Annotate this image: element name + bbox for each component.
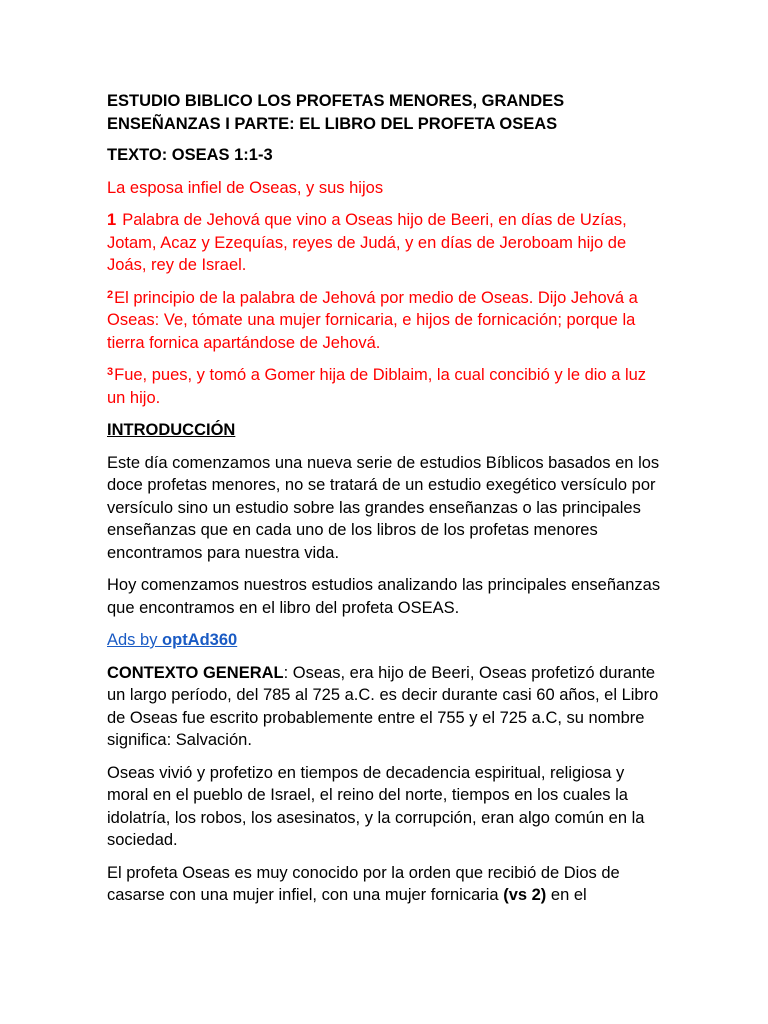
ads-link[interactable]	[107, 631, 237, 649]
intro-paragraph: Hoy comenzamos nuestros estudios analizando las principales enseñanzas que encontramos en el libro del profeta OSEAS.	[107, 576, 661, 617]
verse-3	[107, 364, 667, 409]
introduction-heading: INTRODUCCIÓN	[107, 421, 236, 439]
document-page	[107, 90, 667, 917]
verse-text: Fue, pues, y tomó a Gomer hija de Diblaim, la cual concibió y le dio a luz un hijo.	[107, 366, 647, 407]
verse-number: 1	[107, 211, 117, 229]
last-paragraph	[107, 862, 667, 907]
verse-number: 3	[107, 366, 114, 378]
last-paragraph-tail: en el	[546, 886, 587, 904]
context-label: CONTEXTO GENERAL	[107, 663, 284, 682]
ads-line	[107, 629, 667, 652]
passage-heading: La esposa infiel de Oseas, y sus hijos	[107, 178, 384, 197]
verse-text: El principio de la palabra de Jehová por medio de Oseas. Dijo Jehová a Oseas: Ve, tómate una mujer fornicaria, e hijos de fornicación; porque la tierra fornica apartándose de Jehová.	[107, 288, 638, 352]
context-text: : Oseas, era hijo de Beeri, Oseas profetizó durante un largo período, del 785 al 725 a.C. es decir durante casi 60 años, el Libro de Oseas fue escrito probablemente entre el 755 y el 725 a.C, su nombre significa: Salvación.	[107, 663, 659, 749]
last-paragraph-text: El profeta Oseas es muy conocido por la orden que recibió de Dios de casarse con una mujer infiel, con una mujer fornicaria	[107, 863, 620, 904]
ads-brand: optAd360	[162, 631, 238, 649]
context-paragraph	[107, 662, 667, 752]
decadence-paragraph: Oseas vivió y profetizo en tiempos de decadencia espiritual, religiosa y moral en el pueblo de Israel, el reino del norte, tiempos en los cuales la idolatría, los robos, los asesinatos, y la corrupción, eran algo común en la sociedad.	[107, 763, 645, 849]
verse-number: 2	[107, 288, 114, 301]
verse-1	[107, 209, 667, 277]
verse-text: Palabra de Jehová que vino a Oseas hijo de Beeri, en días de Uzías, Jotam, Acaz y Ezequías, reyes de Judá, y en días de Jeroboam hijo de Joás, rey de Israel.	[107, 211, 627, 274]
verse-reference: (vs 2)	[503, 886, 547, 904]
scripture-reference: TEXTO: OSEAS 1:1-3	[107, 146, 273, 164]
ads-prefix: Ads by	[107, 631, 163, 649]
intro-paragraph: Este día comenzamos una nueva serie de estudios Bíblicos basados en los doce profetas menores, no se tratará de un estudio exegético versículo por versículo sino un estudio sobre las grandes enseñanzas o las principales enseñanzas que en cada uno de los libros de los profetas menores encontramos para nuestra vida.	[107, 453, 660, 562]
document-title: ESTUDIO BIBLICO LOS PROFETAS MENORES, GRANDES ENSEÑANZAS I PARTE: EL LIBRO DEL PROFETA OSEAS	[107, 92, 565, 133]
verse-2	[107, 287, 667, 355]
